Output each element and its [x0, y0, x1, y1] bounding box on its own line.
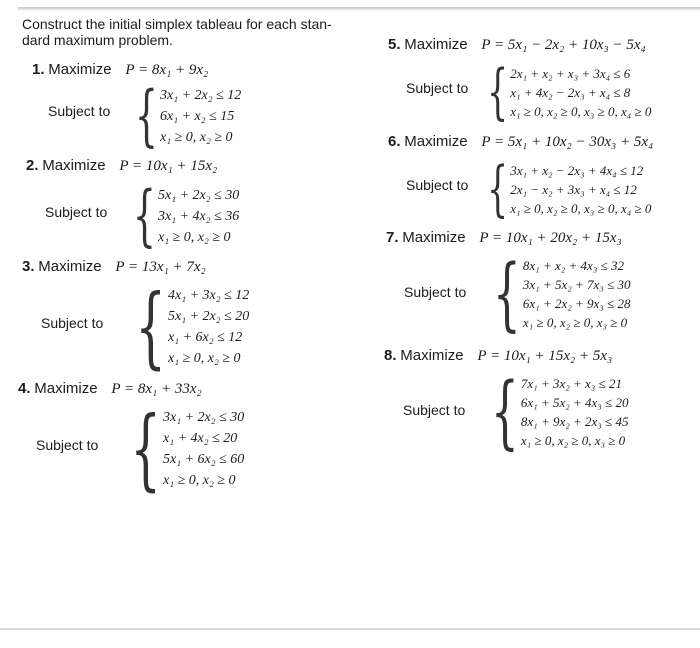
problem-6-constraints [470, 154, 652, 224]
constraint: 6x₁ + 5x₂ + 4x₃ ≤ 20 [520, 395, 629, 410]
problem-1-constraints [116, 77, 242, 154]
objective-function: P = 8x₁ + 33x₂ [111, 381, 202, 397]
subject-to-label: Subject to [36, 437, 99, 453]
constraint: 2x₁ + x₂ + x₃ + 3x₄ ≤ 6 [510, 65, 631, 81]
constraint: 6x₁ + 2x₂ + 9x₃ ≤ 28 [522, 296, 631, 311]
constraint: x₁ ≥ 0, x₂ ≥ 0 [158, 229, 231, 245]
problem-number: 1. [32, 61, 45, 78]
problem-4-title [18, 380, 202, 398]
constraint: 3x₁ + 4x₂ ≤ 36 [158, 208, 240, 224]
left-brace: { [490, 365, 519, 458]
subject-to-label: Subject to [45, 204, 108, 220]
problem-3-constraints [110, 275, 250, 378]
constraint: 6x₁ + x₂ ≤ 15 [160, 108, 235, 124]
constraint: 3x₁ + 2x₂ ≤ 12 [160, 87, 242, 103]
problem-verb: Maximize [42, 157, 106, 174]
left-brace: { [487, 154, 509, 224]
constraint: 3x₁ + 5x₂ + 7x₃ ≤ 30 [522, 277, 631, 292]
subject-to-label: Subject to [404, 284, 467, 300]
problem-6-title [388, 133, 653, 151]
problem-2-constraints [114, 177, 240, 254]
subject-to-label: Subject to [406, 80, 469, 96]
constraint: x₁ ≥ 0, x₂ ≥ 0 [160, 129, 233, 145]
constraint: x₁ ≥ 0, x₂ ≥ 0 [163, 473, 236, 488]
problem-verb: Maximize [400, 347, 464, 364]
left-brace: { [132, 177, 156, 254]
problem-verb: Maximize [48, 61, 112, 78]
page-top-rule [18, 7, 700, 10]
constraint: 5x₁ + 2x₂ ≤ 20 [168, 309, 250, 324]
objective-function: P = 10x₁ + 20x₂ + 15x₃ [479, 230, 622, 246]
left-brace: { [135, 275, 166, 378]
constraint: x₁ ≥ 0, x₂ ≥ 0, x₃ ≥ 0, x₄ ≥ 0 [510, 200, 652, 216]
subject-to-label: Subject to [403, 402, 466, 418]
objective-function: P = 5x₁ − 2x₂ + 10x₃ − 5x₄ [481, 37, 646, 53]
instructions-line-2: dard maximum problem. [22, 32, 173, 48]
constraint: 5x₁ + 2x₂ ≤ 30 [158, 187, 240, 203]
problem-number: 5. [388, 36, 401, 53]
constraint: x₁ + 4x₂ − 2x₃ + x₄ ≤ 8 [510, 84, 631, 100]
problem-7-constraints [470, 247, 631, 340]
constraint: x₁ + 6x₂ ≤ 12 [168, 330, 243, 345]
constraint: x₁ + 4x₂ ≤ 20 [163, 431, 238, 446]
left-brace: { [130, 397, 161, 500]
constraint: 3x₁ + x₂ − 2x₃ + 4x₄ ≤ 12 [510, 162, 644, 178]
objective-function: P = 5x₁ + 10x₂ − 30x₃ + 5x₄ [481, 134, 654, 150]
problem-verb: Maximize [38, 258, 102, 275]
constraint: 5x₁ + 6x₂ ≤ 60 [163, 452, 245, 467]
constraint: 4x₁ + 3x₂ ≤ 12 [168, 288, 250, 303]
problem-number: 6. [388, 133, 401, 150]
problem-1-title [32, 61, 208, 79]
objective-function: P = 10x₁ + 15x₂ + 5x₃ [477, 348, 613, 364]
problem-5-constraints [470, 57, 652, 127]
constraint: x₁ ≥ 0, x₂ ≥ 0, x₃ ≥ 0 [522, 315, 628, 330]
constraint: 2x₁ − x₂ + 3x₃ + x₄ ≤ 12 [510, 181, 637, 197]
problem-3-title [22, 258, 206, 276]
objective-function: P = 8x₁ + 9x₂ [125, 62, 209, 78]
subject-to-label: Subject to [48, 103, 111, 119]
problem-number: 4. [18, 380, 31, 397]
problem-verb: Maximize [404, 133, 468, 150]
problem-4-constraints [105, 397, 245, 500]
problem-verb: Maximize [404, 36, 468, 53]
constraint: 8x₁ + 9x₂ + 2x₃ ≤ 45 [520, 414, 629, 429]
subject-to-label: Subject to [406, 177, 469, 193]
problem-5-title [388, 36, 646, 54]
problem-number: 8. [384, 347, 397, 364]
problem-8-title [384, 347, 612, 365]
objective-function: P = 13x₁ + 7x₂ [115, 259, 206, 275]
page-bottom-rule [0, 628, 700, 630]
instructions [22, 16, 332, 48]
instructions-line-1: Construct the initial simplex tableau for each stan- [22, 16, 332, 32]
objective-function: P = 10x₁ + 15x₂ [119, 158, 218, 174]
problem-number: 7. [386, 229, 399, 246]
left-brace: { [492, 247, 521, 340]
problem-number: 3. [22, 258, 35, 275]
constraint: 7x₁ + 3x₂ + x₃ ≤ 21 [520, 376, 622, 391]
problem-number: 2. [26, 157, 39, 174]
problem-7-title [386, 229, 622, 247]
left-brace: { [487, 57, 509, 127]
constraint: x₁ ≥ 0, x₂ ≥ 0 [168, 351, 241, 366]
constraint: x₁ ≥ 0, x₂ ≥ 0, x₃ ≥ 0, x₄ ≥ 0 [510, 103, 652, 119]
problem-8-constraints [468, 365, 629, 458]
constraint: 3x₁ + 2x₂ ≤ 30 [163, 410, 245, 425]
constraint: x₁ ≥ 0, x₂ ≥ 0, x₃ ≥ 0 [520, 433, 626, 448]
constraint: 8x₁ + x₂ + 4x₃ ≤ 32 [522, 258, 624, 273]
problem-verb: Maximize [402, 229, 466, 246]
problem-2-title [26, 157, 217, 175]
subject-to-label: Subject to [41, 315, 104, 331]
problem-verb: Maximize [34, 380, 98, 397]
left-brace: { [134, 77, 158, 154]
